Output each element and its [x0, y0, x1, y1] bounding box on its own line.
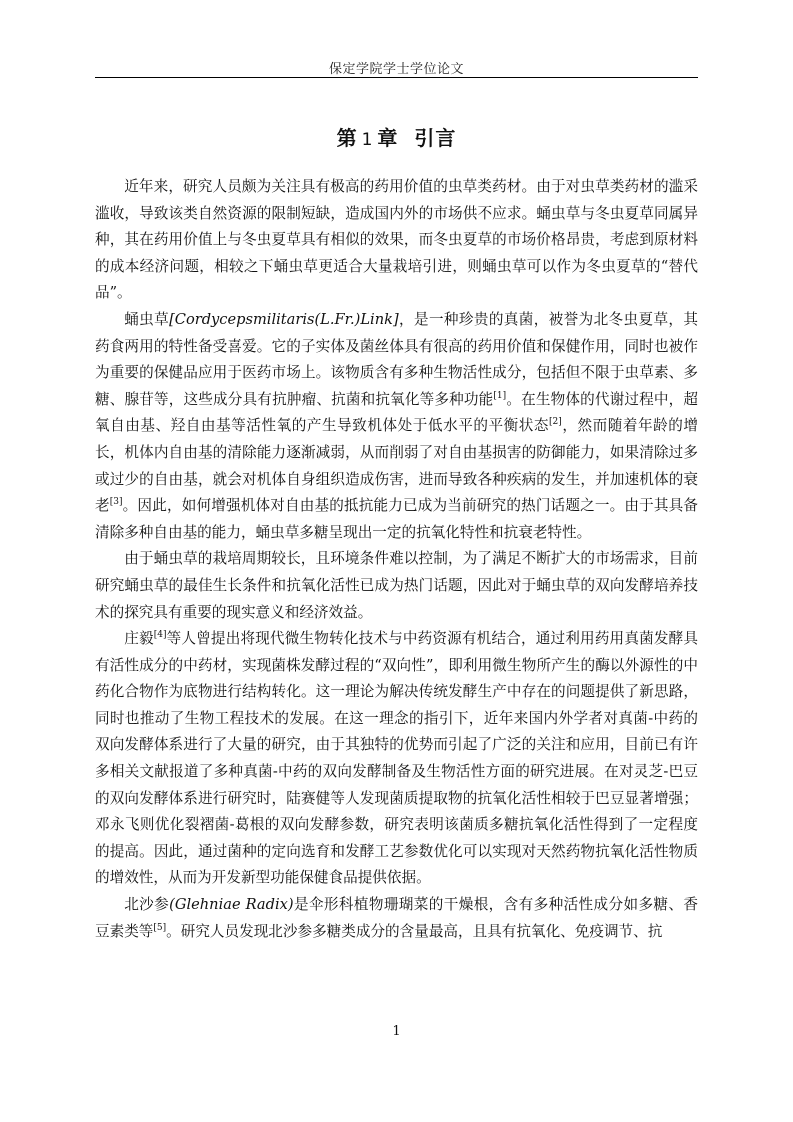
chapter-heading: 引言	[414, 126, 457, 150]
paragraph-5	[95, 892, 698, 945]
p4-lead: 庄毅	[124, 630, 154, 648]
chapter-prefix: 第	[336, 126, 358, 150]
p2-text-c: ，然而随着年龄的增长，机体内自由基的清除能力逐渐减弱，从而削弱了对自由基损害的防御能力，如果清除过多或过少的自由基，就会对机体自身组织造成伤害，进而导致各种疾病的发生，并加速机体的衰老	[95, 417, 698, 515]
page-number: 1	[392, 1024, 401, 1039]
running-header: 保定学院学士学位论文	[328, 62, 464, 77]
chapter-number: 1	[361, 130, 374, 150]
p5-text-a: 是伞形科植物珊瑚菜的干燥根，含有多种活性成分如多糖、香豆素类等	[95, 896, 698, 940]
latin-name-glehnia: (Glehniae Radix)	[169, 896, 294, 914]
paragraph-1: 近年来，研究人员颇为关注具有极高的药用价值的虫草类药材。由于对虫草类药材的滥采滥收，导致该类自然资源的限制短缺，造成国内外的市场供不应求。蛹虫草与冬虫夏草同属异种，其在药用价值上与冬虫夏草具有相似的效果，而冬虫夏草的市场价格昂贵，考虑到原材料的成本经济问题，相较之下蛹虫草更适合大量栽培引进，则蛹虫草可以作为冬虫夏草的“替代品”。	[95, 178, 698, 302]
p2-text-d: 。因此，如何增强机体对自由基的抵抗能力已成为当前研究的热门话题之一。由于其具备清除多种自由基的能力，蛹虫草多糖呈现出一定的抗氧化特性和抗衰老特性。	[95, 497, 698, 541]
paragraph-3: 由于蛹虫草的栽培周期较长，且环境条件难以控制，为了满足不断扩大的市场需求，目前研究蛹虫草的最佳生长条件和抗氧化活性已成为热门话题，因此对于蛹虫草的双向发酵培养技术的探究具有重要的现实意义和经济效益。	[95, 550, 698, 621]
citation-3: [3]	[109, 497, 123, 508]
citation-2: [2]	[549, 417, 562, 428]
p2-text-a: ，是一种珍贵的真菌，被誉为北冬虫夏草，其药食两用的特性备受喜爱。它的子实体及菌丝体具有很高的药用价值和保健作用，同时也被作为重要的保健品应用于医药市场上。该物质含有多种生物活性成分，包括但不限于虫草素、多糖、腺苷等，这些成分具有抗肿瘤、抗菌和抗氧化等多种功能	[95, 310, 698, 408]
chapter-suffix: 章	[377, 126, 399, 150]
latin-name-cordyceps: [Cordycepsmilitaris(L.Fr.)Link]	[169, 310, 399, 328]
p5-text-b: 。研究人员发现北沙参多糖类成分的含量最高，且具有抗氧化、免疫调节、抗	[166, 922, 663, 940]
p4-text: 等人曾提出将现代微生物转化技术与中药资源有机结合，通过利用药用真菌发酵具有活性成分的中药材，实现菌株发酵过程的“双向性”，即利用微生物所产生的酶以外源性的中药化合物作为底物进行结构转化。这一理论为解决传统发酵生产中存在的问题提供了新思路，同时也推动了生物工程技术的发展。在这一理念的指引下，近年来国内外学者对真菌-中药的双向发酵体系进行了大量的研究，由于其独特的优势而引起了广泛的关注和应用，目前已有许多相关文献报道了多种真菌-中药的双向发酵制备及生物活性方面的研究进展。在对灵芝-巴豆的双向发酵体系进行研究时，陆赛健等人发现菌质提取物的抗氧化活性相较于巴豆显著增强；邓永飞则优化裂褶菌-葛根的双向发酵参数，研究表明该菌质多糖抗氧化活性得到了一定程度的提高。因此，通过菌种的定向选育和发酵工艺参数优化可以实现对天然药物抗氧化活性物质的增效性，从而为开发新型功能保健食品提供依据。	[95, 630, 698, 887]
p5-lead: 北沙参	[124, 896, 170, 914]
header-rule	[95, 77, 698, 78]
citation-5: [5]	[153, 922, 167, 933]
citation-1: [1]	[493, 390, 507, 401]
chapter-title	[95, 122, 698, 151]
p2-lead: 蛹虫草	[124, 310, 170, 328]
body-text	[95, 174, 698, 945]
paragraph-2	[95, 307, 698, 546]
citation-4: [4]	[153, 630, 167, 641]
p2-text-b: 。在生物体的代谢过程中，超氧自由基、羟自由基等活性氧的产生导致机体处于低水平的平衡状态	[95, 390, 698, 435]
paragraph-4	[95, 626, 698, 892]
